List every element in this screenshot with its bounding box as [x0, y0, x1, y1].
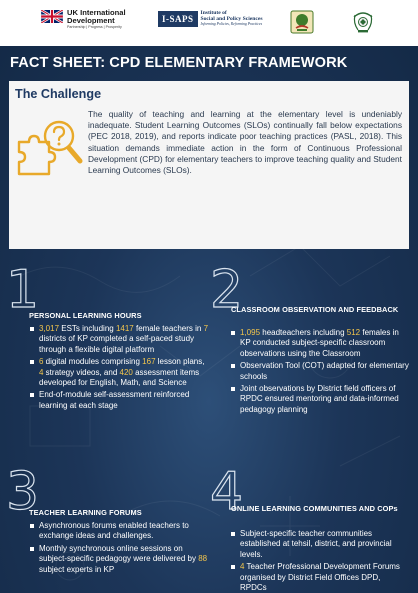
bullet-item [231, 361, 409, 382]
section-1-title: PERSONAL LEARNING HOURS [29, 311, 142, 320]
bullet-text: headteachers including [260, 328, 347, 337]
section-4-number: 4 [210, 462, 244, 522]
page-title: FACT SHEET: CPD ELEMENTARY FRAMEWORK [10, 55, 348, 71]
section-3-title: TEACHER LEARNING FORUMS [29, 508, 142, 517]
union-jack-flag-icon [41, 10, 63, 23]
square-bullet-icon [231, 532, 235, 536]
highlighted-figure: 1,095 [240, 328, 261, 337]
bullet-item [231, 562, 409, 593]
bullet-text: Subject-specific teacher communities established at tehsil, district, and provincial levels. [240, 529, 392, 559]
bullet-item [30, 521, 208, 542]
isaps-logo [158, 11, 263, 27]
challenge-heading: The Challenge [15, 87, 102, 101]
chalkboard-panel [0, 46, 418, 593]
highlighted-figure: 3,017 [39, 324, 60, 333]
uk-international-development-logo [41, 9, 126, 30]
bullet-text: female teachers in [133, 324, 204, 333]
bullet-text: strategy videos, and [43, 367, 120, 377]
section-2-title: CLASSROOM OBSERVATION AND FEEDBACK [231, 305, 399, 314]
bullet-text: digital modules comprising [43, 357, 143, 367]
challenge-box [9, 81, 409, 249]
logo-bar [0, 0, 418, 46]
isaps-tagline: Informing Policies, Reforming Practices [200, 22, 263, 27]
highlighted-figure: 6 [39, 357, 44, 367]
government-seal-icon [289, 9, 315, 35]
square-bullet-icon [231, 331, 235, 335]
puzzle-magnifier-question-icon [15, 116, 83, 180]
bullet-text: Joint observations by District field officers of RPDC ensured mentoring and data-informed pedagogy planning [240, 384, 399, 414]
bullet-item [30, 544, 208, 575]
section-4-bullets [231, 529, 409, 593]
highlighted-figure: 4 [240, 562, 245, 572]
highlighted-figure: 512 [346, 328, 361, 337]
provincial-emblem-icon [349, 8, 377, 36]
bullet-text: lesson plans, [155, 357, 205, 367]
bullet-text: districts of KP completed a self-paced study through a flexible digital platform [39, 334, 195, 354]
challenge-body: The quality of teaching and learning at the elementary level is undeniably inadequate. Student Learning Outcomes (SLOs) continually fall below expectations (PEC 2018, 2019), and reports indicate poor teaching practices (PASL, 2018). This situation demands immediate action in the form of Continuous Professional Development (CPD) for elementary teachers to improve teaching quality and Student Learning Outcomes (SLOs). [88, 109, 402, 176]
bullet-text: Asynchronous forums enabled teachers to exchange ideas and challenges. [39, 521, 189, 541]
section-3-number: 3 [6, 462, 40, 522]
square-bullet-icon [30, 393, 34, 397]
square-bullet-icon [231, 387, 235, 391]
square-bullet-icon [30, 524, 34, 528]
highlighted-figure: 1417 [115, 324, 134, 333]
section-4-title: ONLINE LEARNING COMMUNITIES AND COPs [231, 504, 398, 513]
bullet-item [231, 384, 409, 415]
ukid-name-line1: UK International [67, 8, 126, 17]
bullet-item [231, 328, 409, 359]
section-3-bullets [30, 521, 208, 577]
section-2-number: 2 [210, 260, 244, 320]
highlighted-figure: 4 [39, 367, 44, 377]
isaps-name-line1: Institute of [200, 10, 227, 16]
highlighted-figure: 420 [119, 367, 133, 377]
bullet-text: Teacher Professional Development Forums organised by District Field Offices DPD, RPDCs [240, 562, 400, 593]
bullet-item [231, 529, 409, 560]
ukid-name-line2: Development [67, 15, 115, 25]
bullet-text: End-of-module self-assessment reinforced learning at each stage [39, 390, 190, 410]
square-bullet-icon [231, 364, 235, 368]
bullet-text: Observation Tool (COT) adapted for elementary schools [240, 361, 409, 381]
ukid-tagline: Partnership | Progress | Prosperity [67, 25, 122, 30]
bullet-text: subject experts in KP [39, 564, 115, 574]
section-1-bullets [30, 324, 208, 413]
bullet-text: assessment items developed for English, Math, and Science [39, 367, 200, 388]
highlighted-figure: 167 [142, 357, 156, 367]
section-2-bullets [231, 328, 409, 417]
bullet-item [30, 390, 208, 411]
bullet-item [30, 324, 208, 355]
square-bullet-icon [30, 327, 34, 331]
bullet-text: females in KP conducted subject-specific classroom observations using the Classroom [240, 328, 399, 358]
square-bullet-icon [30, 547, 34, 551]
isaps-name-line2: Social and Policy Sciences [200, 15, 263, 22]
highlighted-figure: 88 [198, 554, 208, 564]
isaps-logo-mark: I-SAPS [158, 11, 198, 27]
bullet-item [30, 357, 208, 388]
square-bullet-icon [30, 360, 34, 364]
bullet-text: Monthly synchronous online sessions on subject-specific pedagogy were delivered by [39, 543, 199, 564]
bullet-text: ESTs including [59, 324, 116, 333]
square-bullet-icon [231, 565, 235, 569]
section-1-number: 1 [6, 260, 40, 320]
highlighted-figure: 7 [203, 324, 209, 333]
